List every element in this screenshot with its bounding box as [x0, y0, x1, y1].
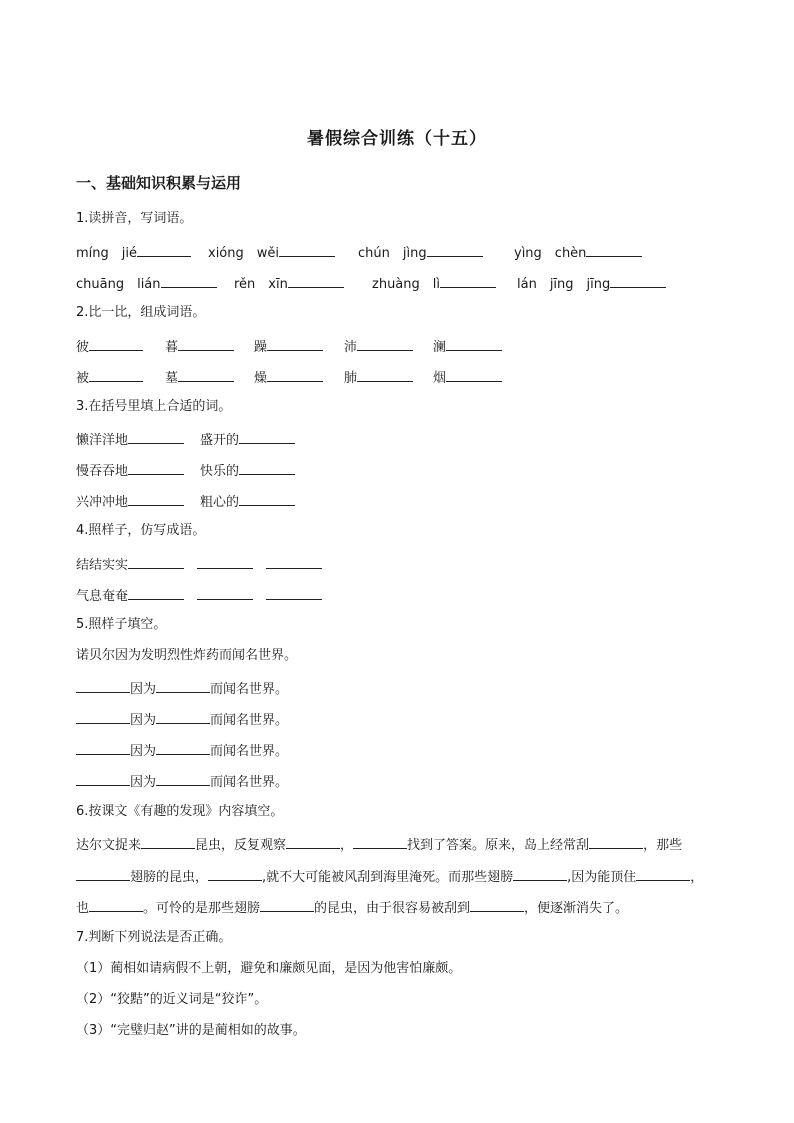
- fill-item: 懒洋洋地: [76, 429, 184, 450]
- compare-item: 暮: [165, 336, 234, 357]
- passage-line: 也 。可怜的是那些翅膀 的昆虫，由于很容易被刮到 ，便逐渐消失了。: [76, 897, 628, 918]
- compare-item: 被: [76, 367, 143, 388]
- pinyin-item: rěn xīn: [234, 273, 344, 294]
- passage-line: 翅膀的昆虫， ,就不大可能被风刮到海里淹死。而那些翅膀 ,因为能顶住 ，: [76, 866, 703, 887]
- compare-item: 彼: [76, 336, 143, 357]
- pinyin-item: chuāng lián: [76, 273, 217, 294]
- pinyin-item: zhuàng lì: [372, 273, 496, 294]
- pinyin-item: lán jīng jīng: [517, 273, 666, 294]
- section-heading: 一、基础知识积累与运用: [76, 174, 242, 192]
- idiom-row: 气息奄奄: [76, 585, 322, 606]
- page-title: 暑假综合训练（十五）: [307, 129, 487, 149]
- sentence-blank-row: 因为 而闻名世界。: [76, 709, 288, 730]
- pinyin-item: chún jìng: [358, 242, 483, 263]
- statement-item: （1）蔺相如请病假不上朝，避免和廉颇见面，是因为他害怕廉颇。: [76, 961, 462, 976]
- compare-item: 燥: [254, 367, 323, 388]
- fill-item: 粗心的: [200, 491, 295, 512]
- compare-item: 澜: [433, 336, 502, 357]
- statement-item: （3）“完璧归赵”讲的是蔺相如的故事。: [76, 1023, 306, 1038]
- fill-item: 快乐的: [200, 460, 295, 481]
- compare-item: 肺: [344, 367, 413, 388]
- question-5-prompt: 5.照样子填空。: [76, 617, 167, 632]
- question-3-prompt: 3.在括号里填上合适的词。: [76, 399, 232, 414]
- question-7-prompt: 7.判断下列说法是否正确。: [76, 930, 232, 945]
- question-1-prompt: 1.读拼音，写词语。: [76, 211, 193, 226]
- sentence-blank-row: 因为 而闻名世界。: [76, 771, 288, 792]
- question-2-prompt: 2.比一比，组成词语。: [76, 305, 206, 320]
- pinyin-item: xióng wěi: [208, 242, 335, 263]
- compare-item: 墓: [165, 367, 234, 388]
- passage-line: 达尔文捉来 昆虫，反复观察 ， 找到了答案。原来，岛上经常刮 ，那些: [76, 834, 682, 855]
- fill-item: 慢吞吞地: [76, 460, 184, 481]
- example-sentence: 诺贝尔因为发明烈性炸药而闻名世界。: [76, 648, 298, 663]
- compare-item: 沛: [344, 336, 413, 357]
- question-6-prompt: 6.按课文《有趣的发现》内容填空。: [76, 804, 284, 819]
- pinyin-item: yìng chèn: [514, 242, 642, 263]
- question-4-prompt: 4.照样子，仿写成语。: [76, 523, 206, 538]
- idiom-row: 结结实实: [76, 554, 322, 575]
- sentence-blank-row: 因为 而闻名世界。: [76, 740, 288, 761]
- sentence-blank-row: 因为 而闻名世界。: [76, 678, 288, 699]
- pinyin-item: míng jié: [76, 242, 191, 263]
- fill-item: 兴冲冲地: [76, 491, 184, 512]
- compare-item: 躁: [254, 336, 323, 357]
- compare-item: 烟: [433, 367, 502, 388]
- fill-item: 盛开的: [200, 429, 295, 450]
- statement-item: （2）“狡黠”的近义词是“狡诈”。: [76, 992, 268, 1007]
